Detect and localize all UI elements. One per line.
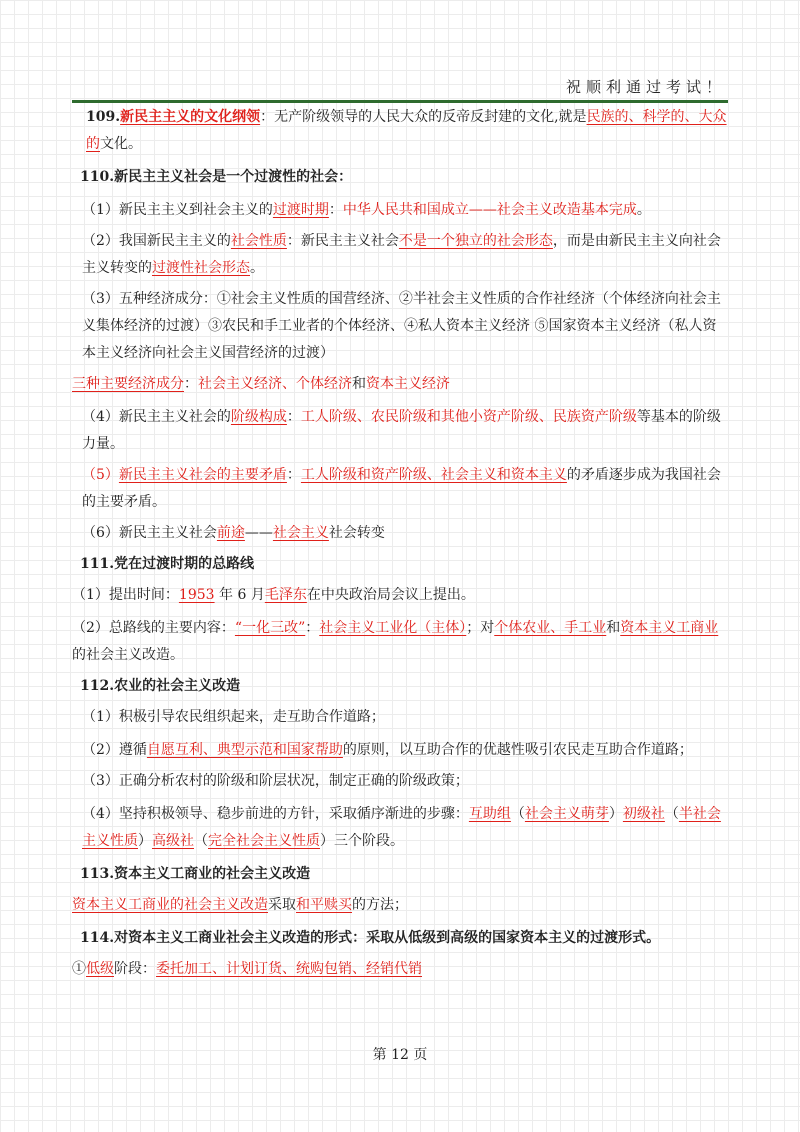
section-110-item-2 (72, 228, 730, 282)
highlight-text: 社会主义 (272, 525, 329, 541)
text: ： (305, 620, 320, 636)
text: 社会转变 (328, 525, 385, 541)
text: ： (184, 376, 198, 392)
highlight-text: 资本主义工商业的社会主义改造 (72, 897, 268, 913)
header-slogan: 祝顺利通过考试！ (565, 78, 726, 96)
text: ：新民主主义社会 (286, 233, 399, 249)
page-content (72, 104, 730, 987)
section-114-title: 114.对资本主义工商业社会主义改造的形式：采取从低级到高级的国家资本主义的过渡形式。 (80, 930, 661, 946)
text: ；对 (466, 620, 495, 636)
section-110-item-5 (72, 462, 730, 516)
text: （5） (82, 467, 119, 483)
text: （3）五种经济成分：①社会主义性质的国营经济、②半社会主义性质的合作社经济（个体经济向社会主义集体经济的过渡）③农民和手工业者的个体经济、④私人资本主义经济 ⑤国家资本主义经济（私人资本主义经济向社会主义国营经济的过渡） (82, 291, 721, 361)
year-1953: 1953 (178, 587, 215, 603)
text: （ (664, 806, 679, 822)
section-109-highlight: 民族的、科学的、大众的 (86, 109, 727, 152)
term-future: 前途 (216, 525, 245, 541)
section-111-item-1 (72, 582, 730, 609)
highlight-text: 完全社会主义性质 (208, 833, 320, 849)
text: （2）遵循 (82, 742, 147, 758)
highlight-text: 社会主义萌芽 (524, 806, 609, 822)
highlight-text: 社会主义经济、个体经济 (198, 376, 352, 392)
highlight-text: 工人阶级和资产阶级、社会主义和资本主义 (300, 467, 567, 483)
text: （1）新民主主义到社会主义的 (82, 202, 273, 218)
person-mao: 毛泽东 (264, 587, 307, 603)
text: 的社会主义改造。 (72, 647, 184, 663)
text: 的矛盾逐步成为我国社会的主要矛盾。 (82, 467, 721, 510)
page-number: 第 12 页 (372, 1047, 428, 1063)
highlight-text: 互助组 (468, 806, 511, 822)
highlight-text: 不是一个独立的社会形态 (398, 233, 553, 249)
section-111-title: 111.党在过渡时期的总路线 (80, 556, 255, 572)
section-109-number: 109. (86, 109, 121, 125)
section-110-item-4 (72, 404, 730, 458)
highlight-text: 低级 (86, 961, 114, 977)
text: ）三个阶段。 (320, 833, 404, 849)
text: （ (194, 833, 208, 849)
text: ： (286, 409, 301, 425)
highlight-text: 高级社 (152, 833, 194, 849)
text: —— (244, 525, 273, 541)
text: ： (286, 467, 301, 483)
highlight-text: “一化三改” (234, 620, 306, 636)
text: 。 (250, 260, 264, 276)
text: 。 (636, 202, 651, 218)
highlight-text: 资本主义经济 (366, 376, 450, 392)
highlight-text: 个体农业、手工业 (494, 620, 607, 636)
section-110-title: 110.新民主主义社会是一个过渡性的社会： (80, 169, 353, 185)
text: 的方法； (352, 897, 408, 913)
section-112-item-4 (72, 801, 730, 855)
section-112-title: 112.农业的社会主义改造 (80, 678, 241, 694)
text: ① (72, 961, 86, 977)
section-113-body (72, 892, 730, 919)
section-109-tail: 文化。 (100, 136, 142, 152)
header-divider (72, 100, 728, 103)
section-112-item-1: （1）积极引导农民组织起来，走互助合作道路； (82, 709, 385, 725)
section-110-item-6 (72, 520, 730, 547)
highlight-text: 资本主义工商业 (620, 620, 719, 636)
highlight-text: 工人阶级、农民阶级和其他小资产阶级、民族资产阶级 (300, 409, 637, 425)
section-110-item-1 (72, 197, 730, 224)
highlight-text: 半社会主义性质 (82, 806, 721, 849)
highlight-text: 委托加工、计划订货、统购包销、经销代销 (156, 961, 422, 977)
section-109-text: 无产阶级领导的人民大众的反帝反封建的文化,就是 (274, 109, 587, 125)
text: ） (608, 806, 623, 822)
term-transition-period: 过渡时期 (272, 202, 329, 218)
section-111-item-2 (72, 615, 730, 669)
section-110-three-economies (72, 371, 730, 398)
text: ，而是由新民主主义向社会主义转变的 (82, 233, 721, 276)
text: （6）新民主主义社会 (82, 525, 217, 541)
text: 和 (352, 376, 366, 392)
text: 阶段： (114, 961, 156, 977)
text: 年 6 月 (214, 587, 265, 603)
section-114-item-1 (72, 956, 730, 983)
section-110-item-3 (72, 286, 730, 367)
section-109-colon: ： (260, 109, 275, 125)
text: 等基本的阶级力量。 (82, 409, 721, 452)
text: 采取 (268, 897, 296, 913)
term-three-economies: 三种主要经济成分 (72, 376, 184, 392)
term-social-nature: 社会性质 (230, 233, 287, 249)
section-109-term: 新民主主义的文化纲领 (120, 109, 261, 125)
highlight-text: 和平赎买 (296, 897, 352, 913)
section-109 (72, 104, 730, 158)
highlight-text: 过渡性社会形态 (152, 260, 250, 276)
text: （4）新民主主义社会的 (82, 409, 231, 425)
text: 在中央政治局会议上提出。 (306, 587, 475, 603)
text: （1）提出时间： (72, 587, 179, 603)
section-112-item-2 (72, 737, 730, 764)
term-main-contradiction: 新民主主义社会的主要矛盾 (118, 467, 287, 483)
highlight-text: 社会主义工业化（主体） (319, 620, 467, 636)
term-class-composition: 阶级构成 (230, 409, 287, 425)
text: （2）我国新民主主义的 (82, 233, 231, 249)
text: 的原则，以互助合作的优越性吸引农民走互助合作道路； (342, 742, 693, 758)
text: （4）坚持积极领导、稳步前进的方针，采取循序渐进的步骤： (82, 806, 469, 822)
text: （2）总路线的主要内容： (72, 620, 235, 636)
highlight-text: 中华人民共和国成立——社会主义改造基本完成 (342, 202, 637, 218)
text: ） (138, 833, 152, 849)
text: 和 (606, 620, 621, 636)
section-113-title: 113.资本主义工商业的社会主义改造 (80, 866, 311, 882)
section-112-item-3: （3）正确分析农村的阶级和阶层状况，制定正确的阶级政策； (82, 773, 469, 789)
highlight-text: 初级社 (622, 806, 665, 822)
highlight-text: 自愿互利、典型示范和国家帮助 (146, 742, 343, 758)
text: ： (328, 202, 343, 218)
text: （ (510, 806, 525, 822)
